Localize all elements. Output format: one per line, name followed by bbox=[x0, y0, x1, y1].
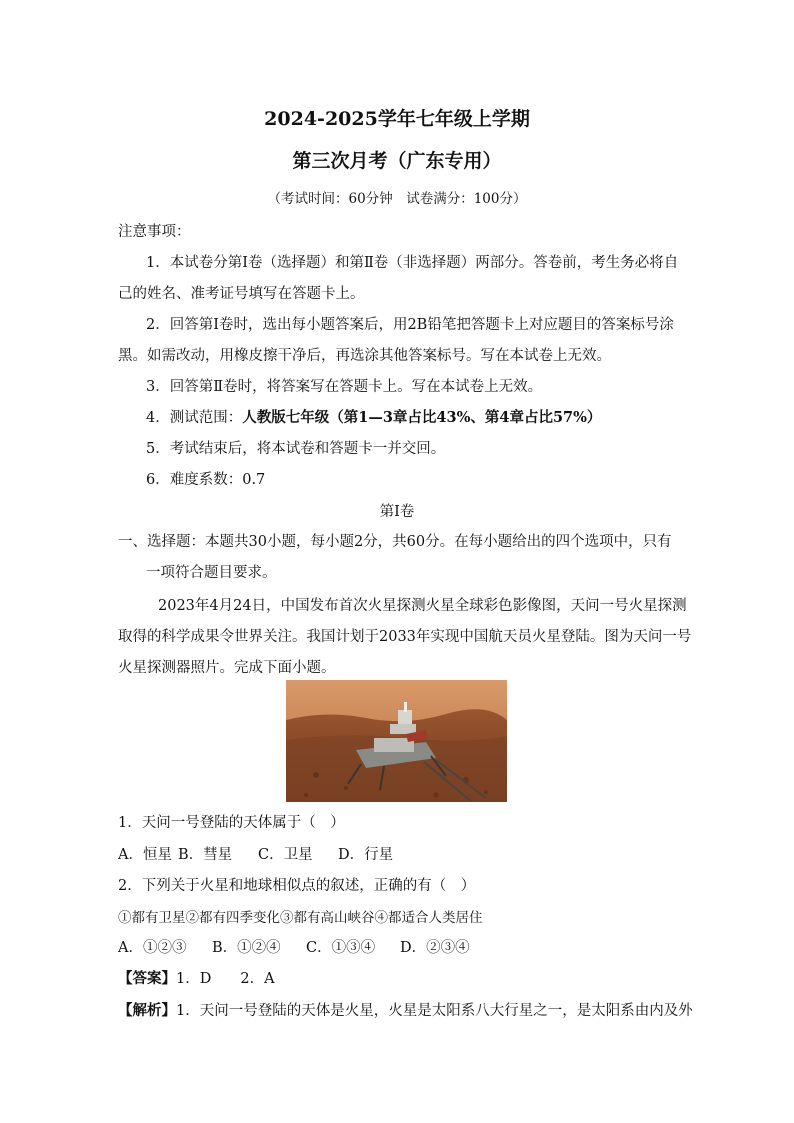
notice-item-5: 5．考试结束后，将本试卷和答题卡一并交回。 bbox=[146, 441, 446, 457]
question-2-options bbox=[118, 936, 470, 957]
notice-heading: 注意事项： bbox=[118, 224, 191, 240]
question-2: 2．下列关于火星和地球相似点的叙述，正确的有（ ） bbox=[118, 878, 476, 894]
notice-item-3: 3．回答第Ⅱ卷时，将答案写在答题卡上。写在本试卷上无效。 bbox=[146, 379, 543, 395]
q2-option-a: A．①②③ bbox=[118, 940, 187, 956]
answer-line bbox=[118, 967, 275, 988]
exam-info: （考试时间：60分钟 试卷满分：100分） bbox=[267, 191, 527, 207]
notice-item-1-line-1: 1．本试卷分第Ⅰ卷（选择题）和第Ⅱ卷（非选择题）两部分。答卷前，考生务必将自 bbox=[146, 255, 679, 271]
notice-item-4-prefix: 4．测试范围： bbox=[146, 410, 243, 426]
exam-subtitle: 第三次月考（广东专用） bbox=[292, 150, 502, 172]
passage-line-1: 2023年4月24日，中国发布首次火星探测火星全球彩色影像图，天问一号火星探测 bbox=[158, 598, 687, 614]
notice-item-1-line-2: 己的姓名、准考证号填写在答题卡上。 bbox=[118, 286, 365, 302]
q1-option-a: A．恒星 bbox=[118, 847, 172, 863]
q2-option-c: C．①③④ bbox=[306, 940, 376, 956]
notice-item-6: 6．难度系数：0.7 bbox=[146, 472, 266, 488]
question-2-statements: ①都有卫星②都有四季变化③都有高山峡谷④都适合人类居住 bbox=[118, 910, 483, 926]
mars-rover-photo bbox=[286, 680, 507, 802]
notice-item-4-scope: 人教版七年级（第1—3章占比43%、第4章占比57%） bbox=[242, 409, 602, 426]
analysis-line bbox=[118, 999, 693, 1020]
q1-option-c: C．卫星 bbox=[258, 847, 313, 863]
exam-title: 2024-2025学年七年级上学期 bbox=[264, 108, 530, 130]
q2-option-d: D．②③④ bbox=[400, 940, 470, 956]
notice-item-2-line-1: 2．回答第Ⅰ卷时，选出每小题答案后，用2B铅笔把答题卡上对应题目的答案标号涂 bbox=[146, 317, 674, 333]
question-1-options bbox=[118, 843, 393, 864]
notice-item-2-line-2: 黑。如需改动，用橡皮擦干净后，再选涂其他答案标号。写在本试卷上无效。 bbox=[118, 348, 611, 364]
volume-heading: 第Ⅰ卷 bbox=[379, 504, 415, 520]
passage-line-3: 火星探测器照片。完成下面小题。 bbox=[118, 660, 336, 676]
passage-line-2: 取得的科学成果令世界关注。我国计划于2033年实现中国航天员火星登陆。图为天问一号 bbox=[118, 629, 692, 645]
q1-option-d: D．行星 bbox=[338, 847, 394, 863]
q1-option-b: B．彗星 bbox=[178, 847, 233, 863]
part-heading-line-1: 一、选择题：本题共30小题，每小题2分，共60分。在每小题给出的四个选项中，只有 bbox=[118, 534, 672, 550]
notice-item-4 bbox=[146, 406, 601, 427]
analysis-label: 【解析】 bbox=[118, 1002, 176, 1019]
answer-label: 【答案】 bbox=[118, 970, 176, 987]
answer-text: 1．D 2．A bbox=[176, 971, 275, 987]
question-1: 1．天问一号登陆的天体属于（ ） bbox=[118, 815, 345, 831]
analysis-text: 1．天问一号登陆的天体是火星，火星是太阳系八大行星之一，是太阳系由内及外 bbox=[176, 1003, 693, 1019]
part-heading-line-2: 一项符合题目要求。 bbox=[146, 565, 277, 581]
q2-option-b: B．①②④ bbox=[212, 940, 281, 956]
